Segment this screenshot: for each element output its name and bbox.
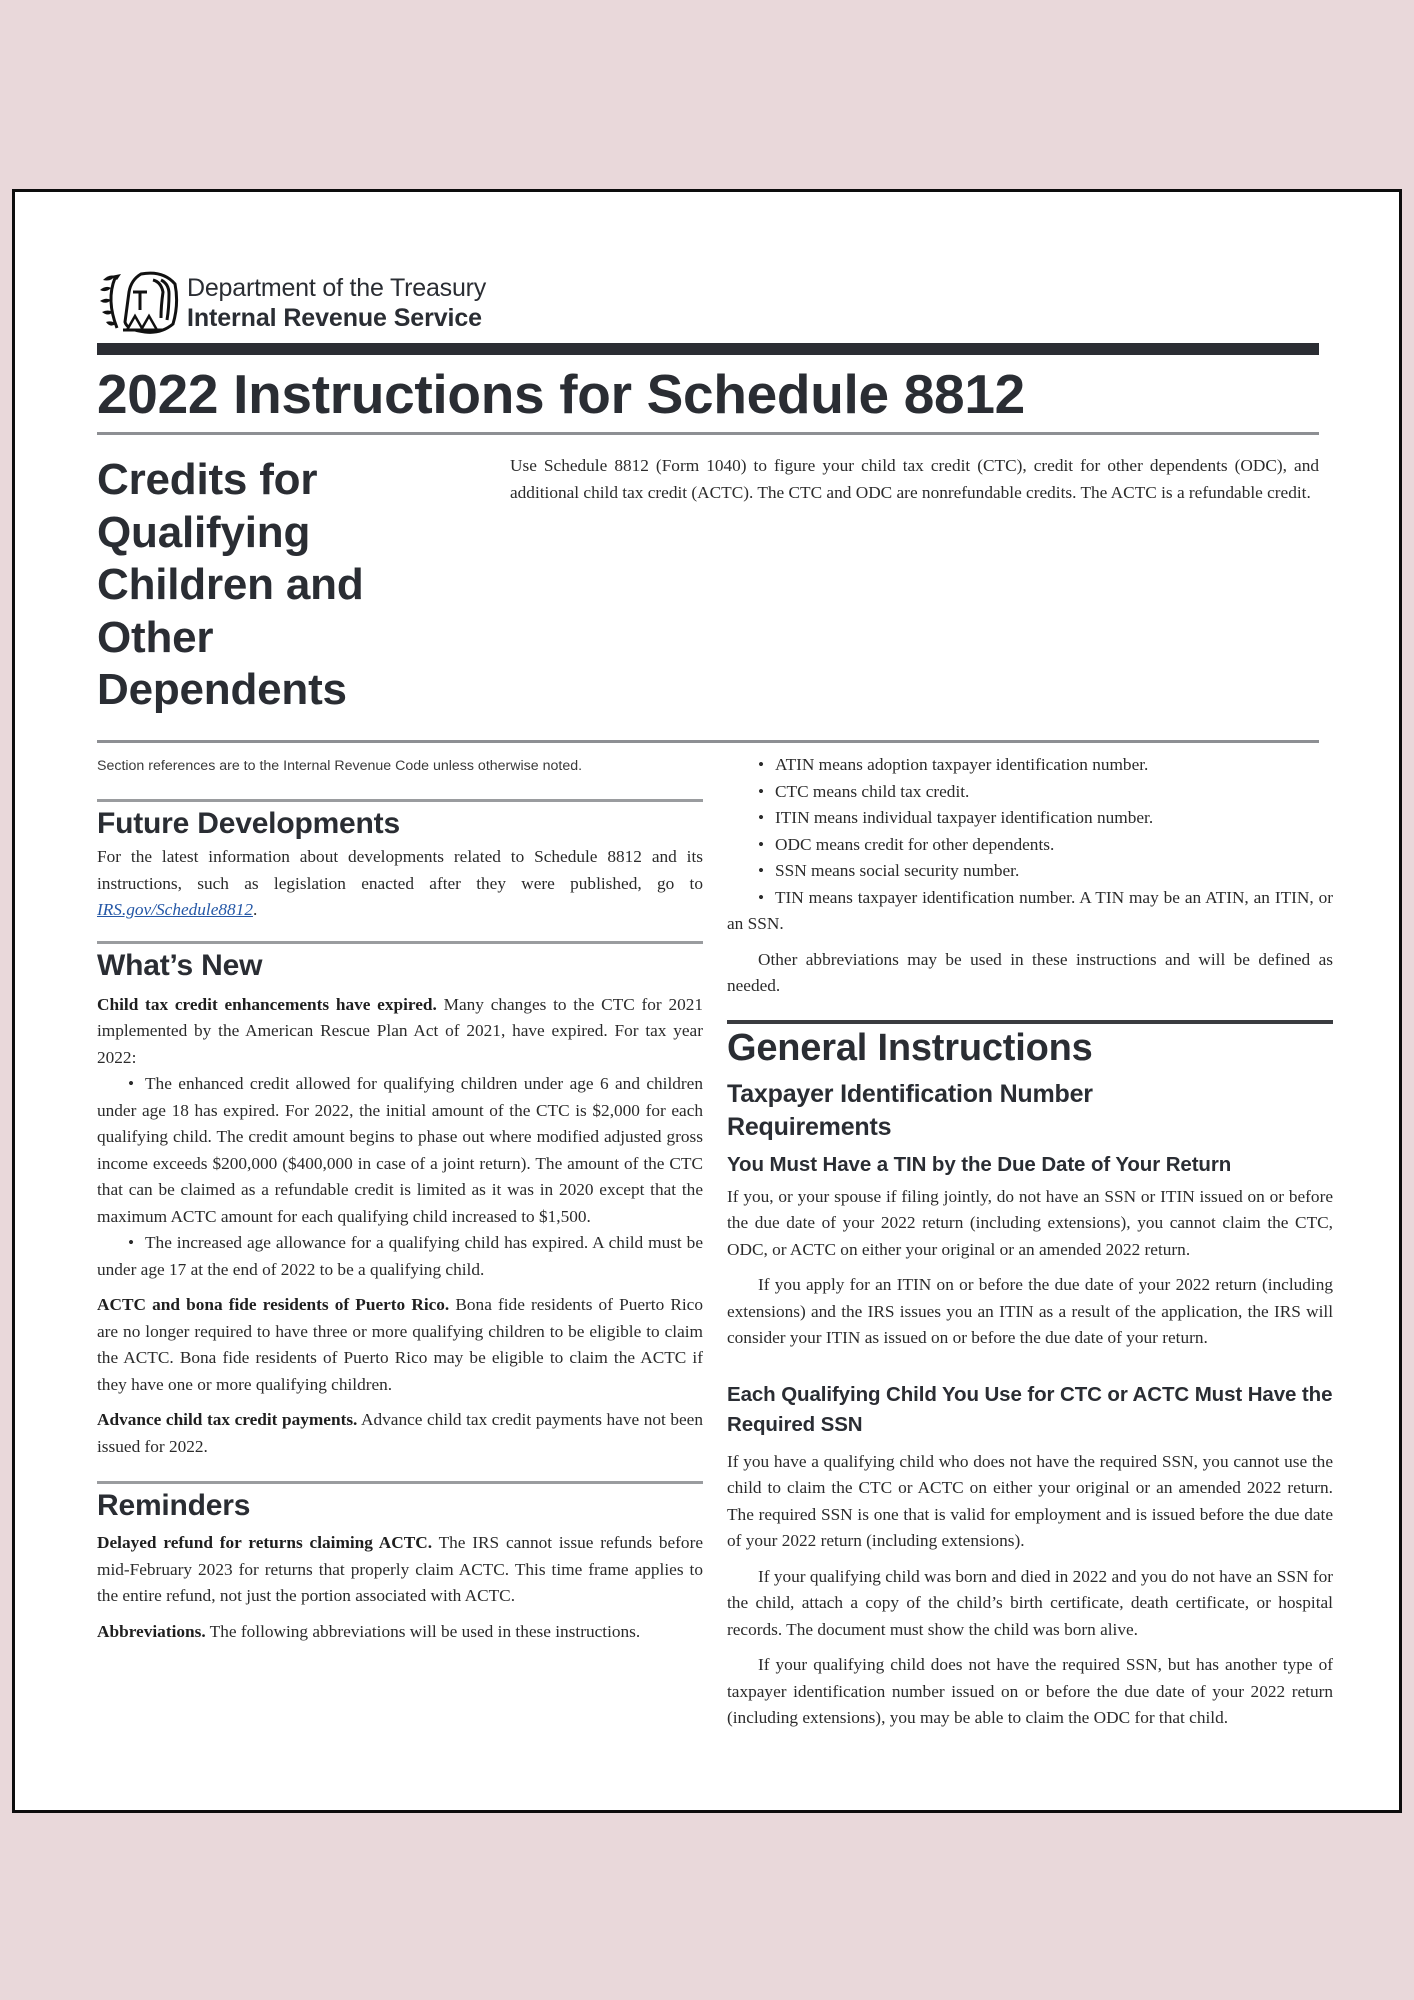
heading-reminders: Reminders bbox=[97, 1489, 251, 1522]
runin-heading: Advance child tax credit payments. bbox=[97, 1410, 358, 1429]
ssn-paragraph-2: If your qualifying child was born and died in 2022 and you do not have an SSN for the child, attach a copy of the child’s birth certificate, death certificate, or hospital records. The document must show the child was born alive. bbox=[727, 1566, 1333, 1639]
list-item bbox=[97, 1230, 703, 1283]
text: Bona fide residents of Puerto Rico are no longer required to have three or more qualifying children to be eligible to claim the ACTC. Bona fide residents of Puerto Rico may be eligible to claim the ACTC if they have one or more qualifying children. bbox=[97, 1295, 703, 1394]
text: The following abbreviations will be used in these instructions. bbox=[205, 1621, 641, 1641]
future-developments-text bbox=[97, 844, 703, 924]
irs-eagle-logo-icon bbox=[97, 270, 179, 336]
text: ODC means credit for other dependents. bbox=[775, 834, 1055, 854]
heading-tin-requirements: Taxpayer Identification Number Requirements bbox=[727, 1079, 1093, 1141]
bullet-icon: • bbox=[128, 1233, 135, 1252]
ssn-paragraph-1: If you have a qualifying child who does not have the required SSN, you cannot use the child to claim the CTC or ACTC on either your original or an amended 2022 return. The required SSN is one that is valid for employment and is issued before the due date of your 2022 return (including extensions). bbox=[727, 1451, 1333, 1550]
whats-new-paragraph bbox=[97, 992, 703, 1072]
abbreviations-note: Other abbreviations may be used in these instructions and will be defined as needed. bbox=[727, 949, 1333, 995]
text: . bbox=[252, 900, 258, 919]
header-divider-thick bbox=[97, 343, 1319, 355]
section-divider bbox=[97, 740, 1319, 743]
bullet-icon: • bbox=[758, 834, 765, 854]
page-title: 2022 Instructions for Schedule 8812 bbox=[97, 363, 1025, 425]
abbreviation-item bbox=[727, 885, 1333, 938]
runin-heading: ACTC and bona fide residents of Puerto Rico. bbox=[97, 1295, 450, 1314]
intro-paragraph: Use Schedule 8812 (Form 1040) to figure your child tax credit (CTC), credit for other dependents (ODC), and additional child tax credit (ACTC). The CTC and ODC are nonrefundable credits. The ACTC is a refundable credit. bbox=[510, 456, 1319, 502]
bullet-icon: • bbox=[758, 808, 765, 827]
agency-header bbox=[97, 270, 486, 336]
abbreviation-item bbox=[727, 858, 1333, 885]
section-rule bbox=[727, 1020, 1333, 1024]
list-item bbox=[97, 1071, 703, 1230]
abbreviation-item bbox=[727, 779, 1333, 806]
subtitle-line: Children and bbox=[97, 560, 364, 609]
runin-heading: Delayed refund for returns claiming ACTC. bbox=[97, 1533, 433, 1552]
text: ITIN means individual taxpayer identification number. bbox=[775, 808, 1154, 827]
subtitle-line: Other bbox=[97, 612, 214, 662]
heading-must-have-tin: You Must Have a TIN by the Due Date of Your Return bbox=[727, 1152, 1232, 1176]
schedule-8812-link[interactable]: IRS.gov/Schedule8812 bbox=[97, 900, 253, 919]
bullet-icon: • bbox=[758, 861, 765, 880]
bullet-icon: • bbox=[758, 781, 765, 801]
text: SSN means social security number. bbox=[775, 861, 1020, 880]
tin-paragraph-1: If you, or your spouse if filing jointly, do not have an SSN or ITIN issued on or before the due date of your 2022 return (including extensions), you cannot claim the CTC, ODC, or ACTC on either your original or an amended 2022 return. bbox=[727, 1186, 1333, 1259]
right-column bbox=[727, 752, 1333, 1732]
bullet-icon: • bbox=[758, 887, 765, 907]
runin-heading: Abbreviations. bbox=[97, 1621, 206, 1641]
heading-required-ssn: Each Qualifying Child You Use for CTC or ACTC Must Have the Required SSN bbox=[727, 1382, 1333, 1436]
text: Many changes to the CTC for 2021 implemented by the American Rescue Plan Act of 2021, have expired. For tax year 2022: bbox=[97, 994, 704, 1067]
title-divider bbox=[97, 432, 1319, 435]
left-column bbox=[97, 752, 703, 1645]
agency-name-irs: Internal Revenue Service bbox=[187, 304, 482, 332]
tin-paragraph-2: If you apply for an ITIN on or before the due date of your 2022 return (including extensions) and the IRS issues you an ITIN as a result of the application, the IRS will consider your ITIN as issued on or before the due date of your return. bbox=[727, 1275, 1333, 1347]
abbreviations-paragraph bbox=[97, 1619, 703, 1646]
heading-future-developments: Future Developments bbox=[97, 807, 400, 840]
abbreviation-item bbox=[727, 752, 1333, 779]
document-subtitle bbox=[97, 454, 457, 717]
heading-general-instructions: General Instructions bbox=[727, 1026, 1093, 1069]
abbreviation-item bbox=[727, 805, 1333, 832]
section-references-note: Section references are to the Internal Revenue Code unless otherwise noted. bbox=[97, 758, 583, 774]
document-page bbox=[12, 189, 1402, 1813]
section-rule bbox=[97, 799, 703, 802]
bullet-icon: • bbox=[758, 755, 765, 774]
heading-whats-new: What’s New bbox=[97, 948, 263, 982]
text: TIN means taxpayer identification number. A TIN may be an ATIN, an ITIN, or an SSN. bbox=[727, 887, 1333, 933]
runin-heading: Child tax credit enhancements have expired. bbox=[97, 994, 437, 1014]
advance-payments-paragraph bbox=[97, 1407, 703, 1460]
ssn-paragraph-3: If your qualifying child does not have the required SSN, but has another type of taxpayer identification number issued on or before the due date of your 2022 return (including extensions), you may be able to claim the ODC for that child. bbox=[727, 1655, 1333, 1727]
subtitle-line: Credits for bbox=[97, 455, 318, 504]
subtitle-line: Dependents bbox=[97, 665, 347, 714]
text: The IRS cannot issue refunds before mid-February 2023 for returns that properly claim ACTC. This time frame applies to the entire refund, not just the portion associated with ACTC. bbox=[97, 1533, 703, 1605]
puerto-rico-paragraph bbox=[97, 1292, 703, 1398]
bullet-icon: • bbox=[128, 1074, 135, 1093]
abbreviation-item bbox=[727, 832, 1333, 859]
text: The increased age allowance for a qualifying child has expired. A child must be under age 17 at the end of 2022 to be a qualifying child. bbox=[97, 1233, 703, 1279]
text: The enhanced credit allowed for qualifying children under age 6 and children under age 18 has expired. For 2022, the initial amount of the CTC is $2,000 for each qualifying child. The credit amount begins to phase out where modified adjusted gross income exceeds $200,000 ($400,000 in case of a joint return). The amount of the CTC that can be claimed as a refundable credit is limited as it was in 2020 except that the maximum ACTC amount for each qualifying child increased to $1,500. bbox=[97, 1074, 703, 1226]
text: For the latest information about developments related to Schedule 8812 and its instructions, such as legislation enacted after they were published, go to bbox=[97, 847, 703, 893]
agency-name-department: Department of the Treasury bbox=[187, 274, 487, 302]
text: ATIN means adoption taxpayer identification number. bbox=[775, 755, 1149, 774]
text: CTC means child tax credit. bbox=[775, 781, 970, 801]
text: Advance child tax credit payments have not been issued for 2022. bbox=[97, 1410, 703, 1456]
section-rule bbox=[97, 1481, 703, 1484]
delayed-refund-paragraph bbox=[97, 1530, 703, 1610]
section-rule bbox=[97, 941, 703, 944]
subtitle-line: Qualifying bbox=[97, 507, 311, 557]
